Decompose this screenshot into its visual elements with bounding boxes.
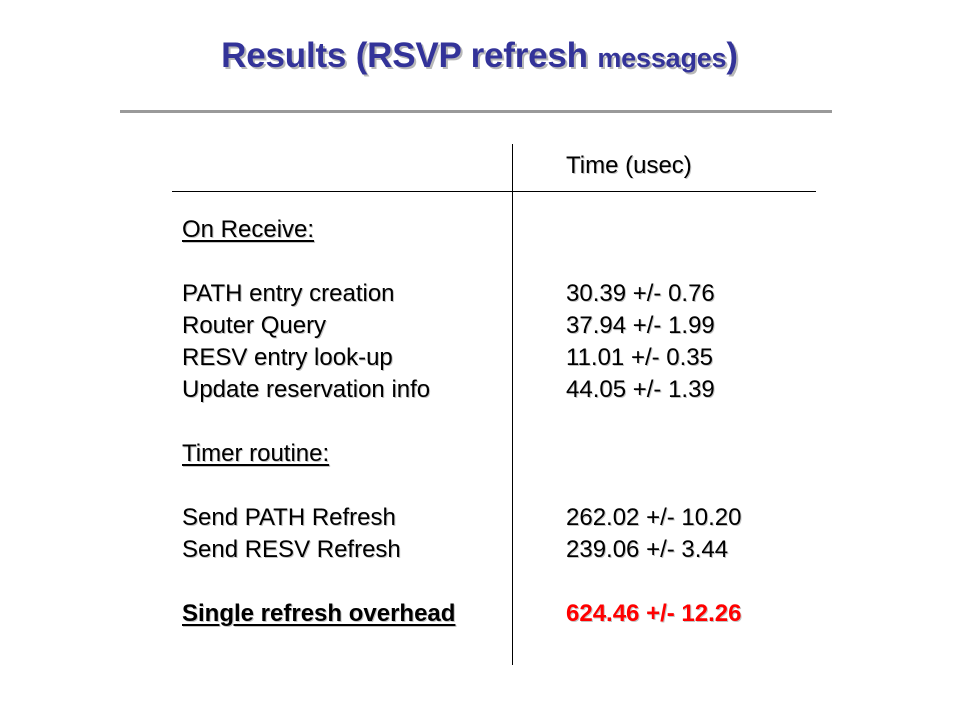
column-header-time: Time (usec) bbox=[566, 152, 692, 179]
table-header-divider bbox=[172, 191, 816, 192]
row-time-router-query: 37.94 +/- 1.99 bbox=[566, 312, 715, 339]
row-label-send-path-refresh: Send PATH Refresh bbox=[182, 504, 396, 531]
row-label-update-reservation-info: Update reservation info bbox=[182, 376, 431, 403]
row-time-path-entry-creation: 30.39 +/- 0.76 bbox=[566, 280, 715, 307]
row-time-send-resv-refresh: 239.06 +/- 3.44 bbox=[566, 536, 729, 563]
title-divider bbox=[120, 110, 832, 113]
row-label-router-query: Router Query bbox=[182, 312, 327, 339]
table-column-divider bbox=[512, 144, 513, 665]
total-time-single-refresh-overhead: 624.46 +/- 12.26 bbox=[566, 600, 742, 627]
row-time-resv-entry-lookup: 11.01 +/- 0.35 bbox=[566, 344, 713, 371]
row-time-send-path-refresh: 262.02 +/- 10.20 bbox=[566, 504, 742, 531]
row-label-path-entry-creation: PATH entry creation bbox=[182, 280, 395, 307]
row-label-send-resv-refresh: Send RESV Refresh bbox=[182, 536, 401, 563]
row-time-update-reservation-info: 44.05 +/- 1.39 bbox=[566, 376, 715, 403]
section-on-receive: On Receive: bbox=[182, 216, 315, 243]
slide-title bbox=[0, 36, 959, 76]
slide-title-close: ) bbox=[726, 36, 738, 75]
section-timer-routine: Timer routine: bbox=[182, 440, 330, 467]
slide-title-main: Results (RSVP refresh bbox=[221, 36, 598, 75]
slide-title-small: messages bbox=[597, 43, 727, 73]
total-label-single-refresh-overhead: Single refresh overhead bbox=[182, 600, 456, 627]
row-label-resv-entry-lookup: RESV entry look-up bbox=[182, 344, 393, 371]
